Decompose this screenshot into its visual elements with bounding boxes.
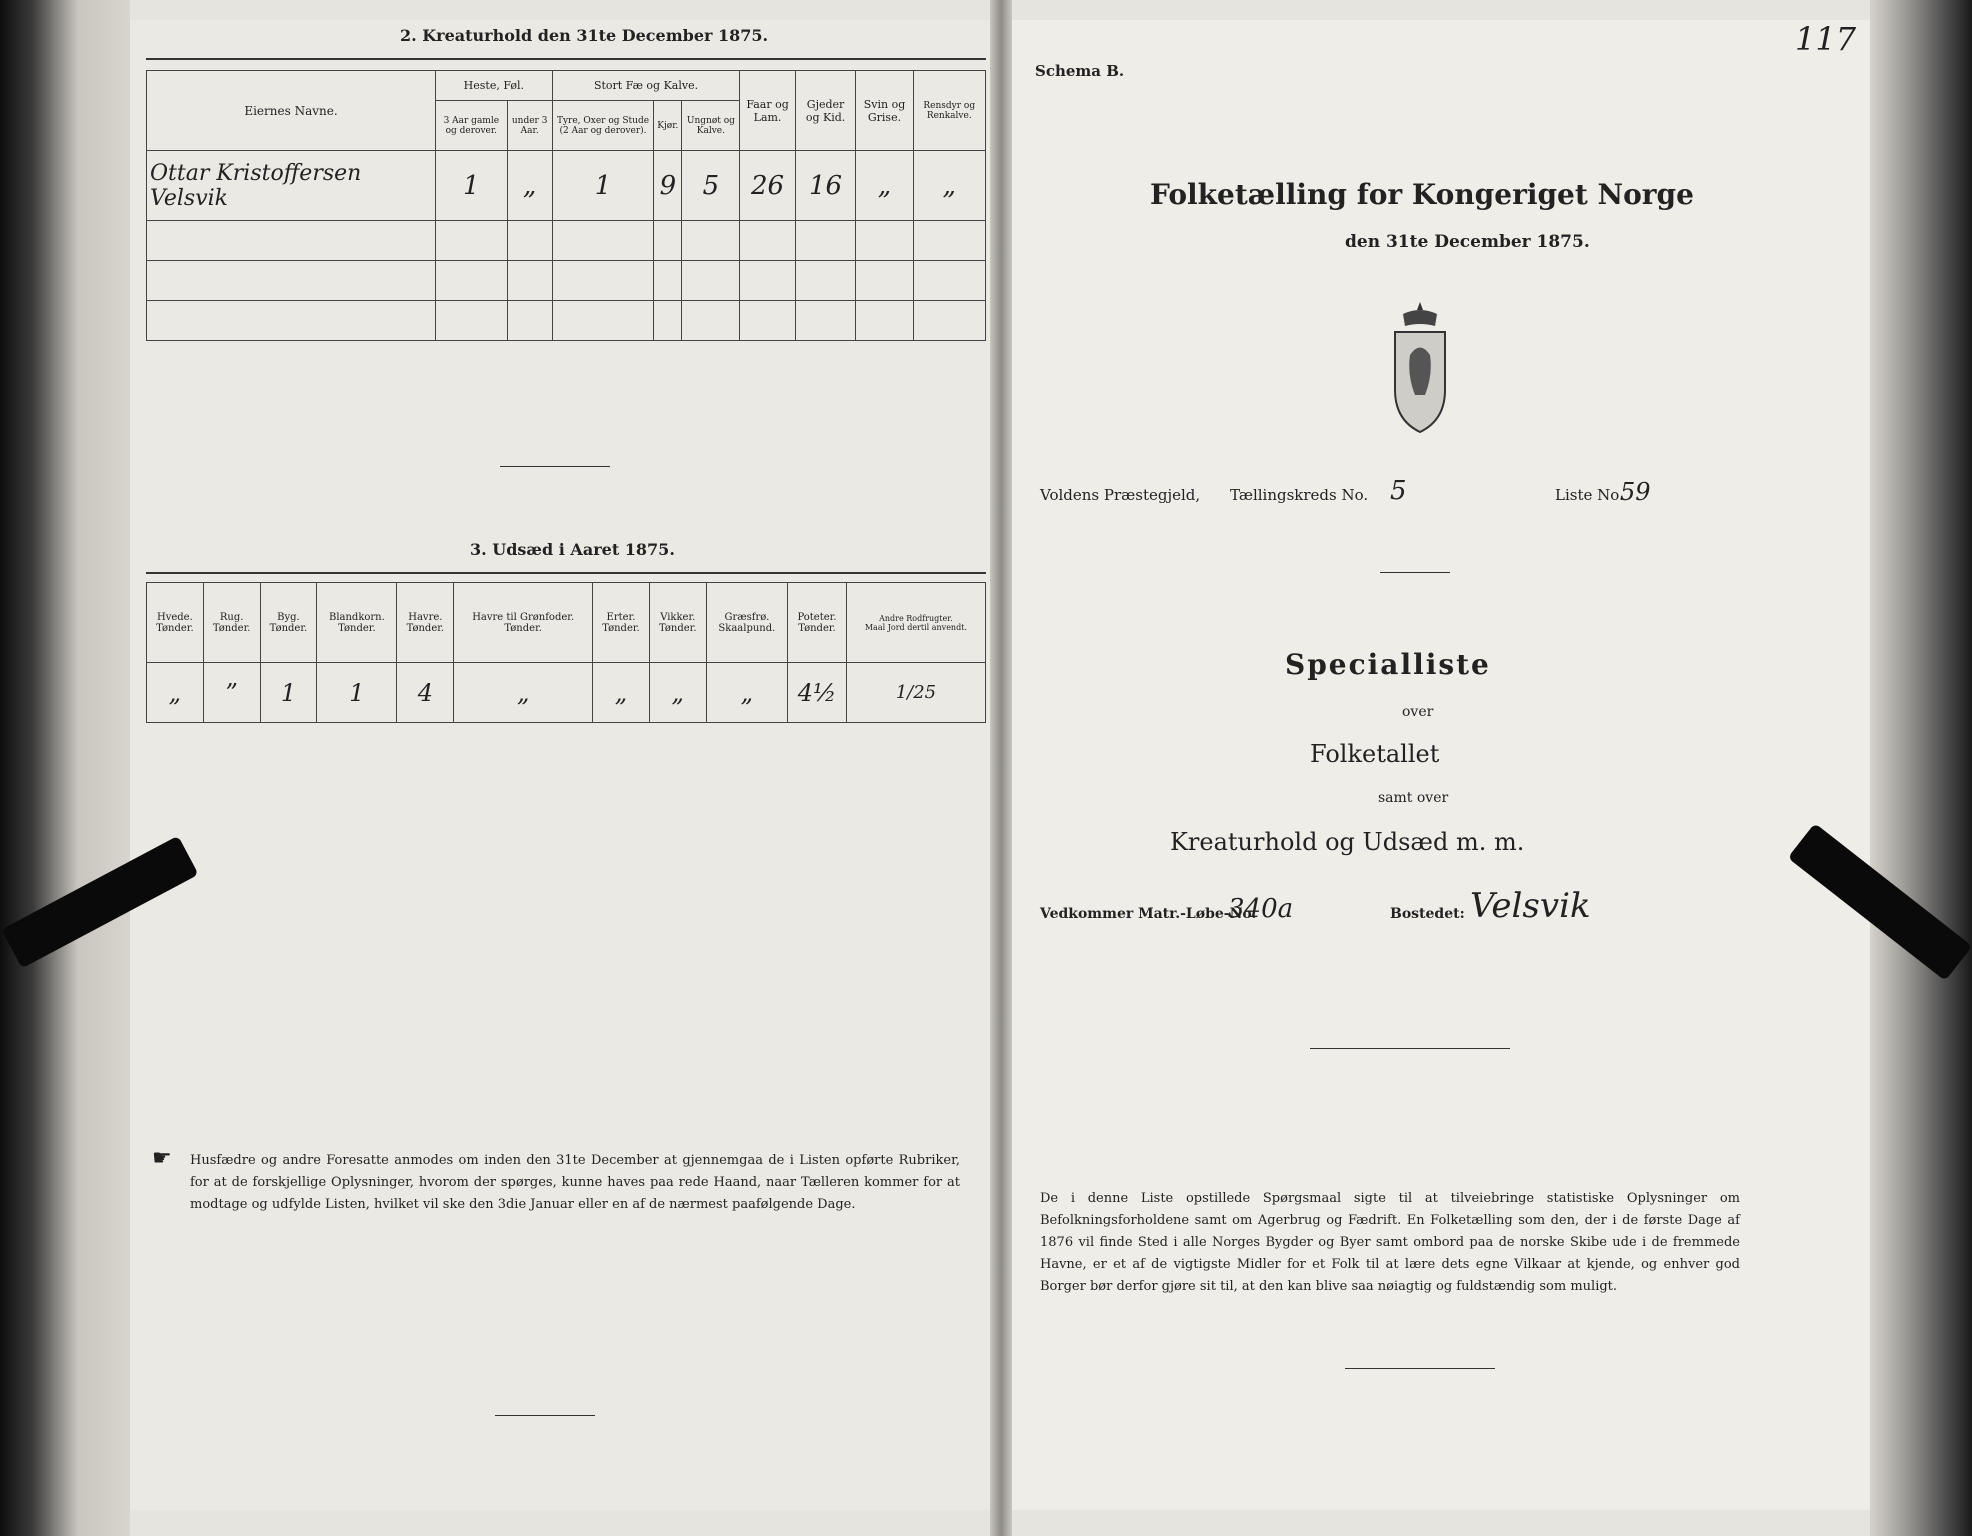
- census-title: Folketælling for Kongeriget Norge: [1150, 178, 1694, 211]
- seed-header: Andre Rodfrugter. Maal Jord dertil anvendt.: [846, 583, 985, 663]
- seed-cell: „: [454, 663, 593, 723]
- over-text: over: [1402, 704, 1434, 720]
- cattle-header: Stort Fæ og Kalve.: [552, 71, 740, 101]
- seed-cell: 4½: [788, 663, 847, 723]
- cattle-b-header: Kjør.: [654, 101, 682, 151]
- seed-row: [147, 663, 986, 723]
- bosted-label: Bostedet:: [1390, 906, 1465, 922]
- parish-label: Voldens Præstegjeld,: [1040, 486, 1201, 504]
- seed-cell: „: [649, 663, 706, 723]
- pointing-hand-icon: ☛: [152, 1146, 172, 1171]
- seed-header: Vikker. Tønder.: [649, 583, 706, 663]
- footer-text: De i denne Liste opstillede Spørgsmaal sigte til at tilveiebringe statistiske Oplysninger om Befolkningsforholdene samt om Agerbrug og Fædrift. En Folketælling som den, der i de første Dage af 1876 vil finde Sted i alle Norges Bygder og Byer samt ombord paa de norske Skibe ude i de fremmede Havne, er et af de vigtigste Midler for et Folk til at lære dets egne Vilkaar at kjende, og enhver god Borger bør derfor gjøre sit til, at den kan blive saa nøiagtig og fuldstændig som muligt.: [1040, 1191, 1740, 1294]
- seed-cell: 1/25: [846, 663, 985, 723]
- seed-cell: 1: [317, 663, 397, 723]
- horses-a-header: 3 Aar gamle og derover.: [436, 101, 508, 151]
- district-value: 5: [1390, 476, 1407, 506]
- cattle-c-cell: 5: [682, 151, 740, 221]
- reindeer-cell: „: [913, 151, 985, 221]
- cattle-a-cell: 1: [552, 151, 654, 221]
- page-number: 117: [1795, 20, 1857, 58]
- seed-header: Rug. Tønder.: [203, 583, 260, 663]
- horses-b-header: under 3 Aar.: [507, 101, 552, 151]
- book-edge-left: [0, 0, 130, 1536]
- horses-a-cell: 1: [436, 151, 508, 221]
- goats-header: Gjeder og Kid.: [795, 71, 856, 151]
- seed-cell: ”: [203, 663, 260, 723]
- seed-header: Græsfrø. Skaalpund.: [706, 583, 787, 663]
- goats-cell: 16: [795, 151, 856, 221]
- divider: [1380, 572, 1450, 573]
- pigs-header: Svin og Grise.: [856, 71, 913, 151]
- livestock-row: [147, 151, 986, 221]
- seed-cell: „: [593, 663, 650, 723]
- divider: [1345, 1368, 1495, 1369]
- list-value: 59: [1620, 478, 1651, 506]
- sheep-cell: 26: [740, 151, 795, 221]
- horses-b-cell: „: [507, 151, 552, 221]
- coat-of-arms-icon: [1385, 300, 1455, 435]
- sheep-header: Faar og Lam.: [740, 71, 795, 151]
- notice-text: Husfædre og andre Foresatte anmodes om inden den 31te December at gjennemgaa de i Listen opførte Rubriker, for at de forskjellige Oplysninger, hvorom der spørges, kunne haves paa rede Haand, naar Tælleren kommer for at modtage og udfylde Listen, hvilket vil ske den 3die Januar eller en af de nærmest paafølgende Dage.: [190, 1153, 960, 1212]
- seed-cell: „: [147, 663, 204, 723]
- seed-header: Erter. Tønder.: [593, 583, 650, 663]
- district-label: Tællingskreds No.: [1230, 486, 1369, 504]
- reindeer-header: Rensdyr og Renkalve.: [913, 71, 985, 151]
- folketallet-text: Folketallet: [1310, 740, 1440, 768]
- seed-header: Hvede. Tønder.: [147, 583, 204, 663]
- seed-header: Havre til Grønfoder. Tønder.: [454, 583, 593, 663]
- list-label: Liste No.: [1555, 486, 1624, 504]
- divider: [495, 1415, 595, 1416]
- seed-cell: 4: [397, 663, 454, 723]
- section2-title: 2. Kreaturhold den 31te December 1875.: [400, 26, 769, 45]
- horses-header: Heste, Føl.: [436, 71, 553, 101]
- rule: [146, 572, 986, 574]
- divider: [500, 466, 610, 467]
- seed-cell: „: [706, 663, 787, 723]
- owner-header: Eiernes Navne.: [147, 71, 436, 151]
- seed-table: [146, 582, 986, 723]
- book-edge-right: [1870, 0, 1972, 1536]
- specialliste-heading: Specialliste: [1285, 648, 1491, 681]
- samt-over-text: samt over: [1378, 790, 1449, 806]
- census-date: den 31te December 1875.: [1345, 232, 1590, 252]
- pigs-cell: „: [856, 151, 913, 221]
- matr-label: Vedkommer Matr.-Løbe-No.: [1040, 906, 1257, 922]
- schema-label: Schema B.: [1035, 62, 1125, 80]
- divider: [1310, 1048, 1510, 1049]
- livestock-table: [146, 70, 986, 341]
- owner-cell: Ottar Kristoffersen Velsvik: [147, 151, 436, 221]
- seed-header: Byg. Tønder.: [260, 583, 317, 663]
- seed-header: Havre. Tønder.: [397, 583, 454, 663]
- cattle-a-header: Tyre, Oxer og Stude (2 Aar og derover).: [552, 101, 654, 151]
- rule: [146, 58, 986, 60]
- kreaturhold-text: Kreaturhold og Udsæd m. m.: [1170, 828, 1525, 856]
- seed-cell: 1: [260, 663, 317, 723]
- bosted-value: Velsvik: [1470, 886, 1591, 926]
- cattle-b-cell: 9: [654, 151, 682, 221]
- section3-title: 3. Udsæd i Aaret 1875.: [470, 540, 675, 559]
- cattle-c-header: Ungnøt og Kalve.: [682, 101, 740, 151]
- seed-header: Poteter. Tønder.: [788, 583, 847, 663]
- matr-value: 340a: [1228, 894, 1294, 924]
- seed-header: Blandkorn. Tønder.: [317, 583, 397, 663]
- book-gutter: [990, 0, 1012, 1536]
